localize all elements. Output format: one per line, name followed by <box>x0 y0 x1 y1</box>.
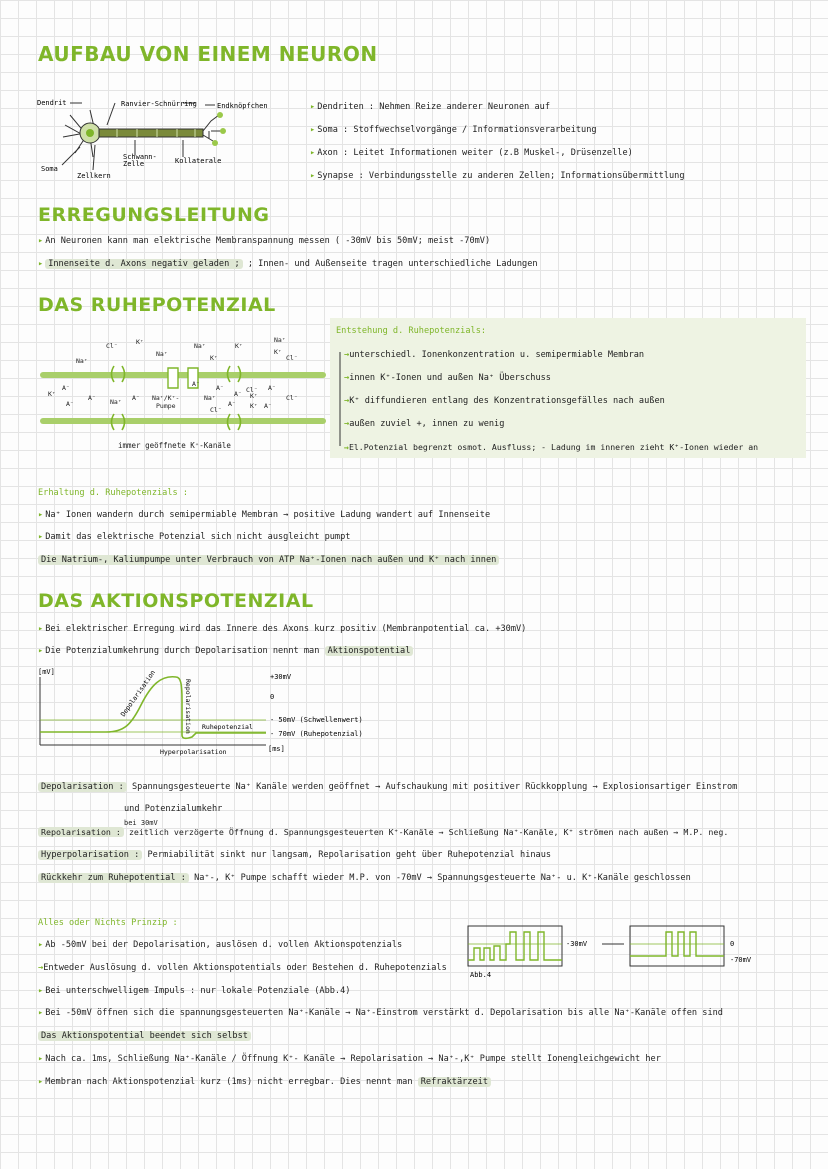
ion-in-8: A⁻ <box>192 380 200 388</box>
neuron-item-2: ▸ Soma : Stoffwechselvorgänge / Informationsverarbeitung <box>310 125 597 135</box>
neuron-item-1: ▸ Dendriten : Nehmen Reize anderer Neuronen auf <box>310 102 551 112</box>
phase-hyperpolarisation: Hyperpolarisation : Permiabilität sinkt nur langsam, Repolarisation geht über Ruhepotenzial hinaus <box>38 850 551 861</box>
abb4-figure <box>466 922 766 982</box>
ion-out-9: Cl⁻ <box>286 354 298 362</box>
ion-out-8: Na⁺ <box>274 336 286 344</box>
ion-in-2: A⁻ <box>62 384 70 392</box>
entstehung-title: Entstehung d. Ruhepotenzials: <box>336 326 487 336</box>
aon-line-7: ▸ Membran nach Aktionspotenzial kurz (1ms) nicht erregbar. Dies nennt man Refraktärzeit <box>38 1077 491 1088</box>
chart-phase-hyperpolarisation: Hyperpolarisation <box>160 748 227 756</box>
chart-phase-repolarisation: Repolarisation <box>184 679 192 734</box>
ion-in-6: A⁻ <box>132 394 140 402</box>
aktion-line-1: ▸ Bei elektrischer Erregung wird das Innere des Axons kurz positiv (Membranpotential ca. +30mV) <box>38 624 527 634</box>
label-kollaterale: Kollaterale <box>175 157 222 165</box>
ion-out-7: K⁺ <box>235 342 243 350</box>
chart-ytick-3: - 50mV (Schwellenwert) <box>270 716 363 724</box>
phase-repolarisation-pre: bei 30mV <box>124 819 158 827</box>
title-erregungsleitung: ERREGUNGSLEITUNG <box>38 204 270 226</box>
ion-in-3: A⁻ <box>66 400 74 408</box>
pump-label-2: Pumpe <box>156 402 176 410</box>
abb4-m70: -70mV <box>730 956 752 964</box>
ion-in-9: A⁻ <box>216 384 224 392</box>
aon-line-5: Das Aktionspotential beendet sich selbst <box>38 1031 251 1042</box>
entstehung-item-4: →außen zuviel +, innen zu wenig <box>344 419 505 429</box>
erhaltung-item-1: ▸ Na⁺ Ionen wandern durch semipermiable Membran → positive Ladung wandert auf Innenseite <box>38 510 491 520</box>
phase-repolarisation: Repolarisation : zeitlich verzögerte Öffnung d. Spannungsgesteuerten K⁺-Kanäle → Schließung Na⁺-Kanäle, K⁺ strömen nach außen → M.P. neg. <box>38 827 728 838</box>
ion-in-12: K⁺ <box>250 402 258 410</box>
ion-in-1: K⁺ <box>48 390 56 398</box>
chart-ytick-1: +30mV <box>270 673 292 681</box>
aktionspotential-chart <box>36 665 416 760</box>
phase-rueckkehr: Rückkehr zum Ruhepotential : Na⁺-, K⁺ Pumpe schafft wieder M.P. von -70mV → Spannungsgesteuerte Na⁺- u. K⁺-Kanäle geschlossen <box>38 873 691 884</box>
erhaltung-item-2: ▸ Damit das elektrische Potenzial sich nicht ausgleicht pumpt <box>38 532 351 542</box>
ion-in-13: A⁻ <box>234 390 242 398</box>
chart-ylabel: [mV] <box>38 668 55 676</box>
kanaele-caption: immer geöffnete K⁺-Kanäle <box>118 441 231 450</box>
ion-out-5: K⁺ <box>210 354 218 362</box>
aon-line-1: ▸ Ab -50mV bei der Depolarisation, auslösen d. vollen Aktionspotenzials <box>38 940 403 950</box>
entstehung-item-3: →K⁺ diffundieren entlang des Konzentrationsgefälles nach außen <box>344 396 665 406</box>
ion-in-11: A⁻ <box>228 400 236 408</box>
label-schwann-1: Schwann- <box>123 153 157 161</box>
erhaltung-title: Erhaltung d. Ruhepotenzials : <box>38 488 189 498</box>
phase-depolarisation: Depolarisation : Spannungsgesteuerte Na⁺ Kanäle werden geöffnet → Aufschaukung mit positiver Rückkopplung → Explosionsartiger Einstrom <box>38 782 737 793</box>
ion-out-1: Cl⁻ <box>106 342 118 350</box>
ion-in-15: K⁺ <box>250 392 258 400</box>
title-aufbau: AUFBAU VON EINEM NEURON <box>38 42 378 66</box>
neuron-item-4: ▸ Synapse : Verbindungsstelle zu anderen Zellen; Informationsübermittlung <box>310 171 685 181</box>
abb4-caption: Abb.4 <box>470 971 492 979</box>
label-ranvier: Ranvier-Schnürring <box>121 100 197 108</box>
ion-out-10: K⁺ <box>274 348 282 356</box>
ion-out-6: Na⁺ <box>194 342 206 350</box>
aon-line-6: ▸ Nach ca. 1ms, Schließung Na⁺-Kanäle / Öffnung K⁺- Kanäle → Repolarisation → Na⁺-,K⁺ Pumpe stellt Ionengleichgewicht her <box>38 1054 661 1064</box>
label-zellkern: Zellkern <box>77 172 111 180</box>
ion-in-17: Cl⁻ <box>286 394 298 402</box>
chart-xlabel: [ms] <box>268 745 285 753</box>
entstehung-item-1: →unterschiedl. Ionenkonzentration u. semipermiable Membran <box>344 350 645 360</box>
ion-out-3: Na⁺ <box>76 357 88 365</box>
chart-phase-depolarisation: Depolarisation <box>119 668 158 719</box>
label-schwann-2: Zelle <box>123 160 145 168</box>
ion-in-5: Na⁺ <box>110 398 122 406</box>
label-dendrit: Dendrit <box>37 99 67 107</box>
neuron-item-3: ▸ Axon : Leitet Informationen weiter (z.B Muskel-, Drüsenzelle) <box>310 148 633 158</box>
abb4-m30: -30mV <box>566 940 588 948</box>
ion-in-14: Cl⁻ <box>246 386 258 394</box>
ion-out-4: Na⁺ <box>156 350 168 358</box>
label-soma: Soma <box>41 165 58 173</box>
alles-oder-nichts-title: Alles oder Nichts Prinzip : <box>38 918 178 928</box>
chart-ytick-4: - 70mV (Ruhepotenzial) <box>270 730 363 738</box>
ion-in-16: A⁻ <box>264 402 272 410</box>
entstehung-box <box>330 318 806 458</box>
chart-ytick-2: 0 <box>270 693 275 701</box>
ion-in-10: Cl⁻ <box>210 406 222 414</box>
erregung-line-2: ▸ Innenseite d. Axons negativ geladen ; ; Innen- und Außenseite tragen unterschiedliche Ladungen <box>38 259 538 269</box>
aon-line-4: ▸ Bei -50mV öffnen sich die spannungsgesteuerten Na⁺-Kanäle → Na⁺-Einstrom verstärkt d. Depolarisation bis alle Na⁺-Kanäle offen sind <box>38 1008 723 1018</box>
label-endknoepfchen: Endknöpfchen <box>217 102 268 110</box>
erregung-line-1: ▸ An Neuronen kann man elektrische Membranspannung messen ( -30mV bis 50mV; meist -70mV) <box>38 236 491 246</box>
phase-depolarisation-cont: und Potenzialumkehr <box>124 804 223 814</box>
pump-label-1: Na⁺/K⁺- <box>152 394 180 402</box>
entstehung-item-5: →El.Potenzial begrenzt osmot. Ausfluss; - Ladung im inneren zieht K⁺-Ionen wieder an <box>344 442 759 452</box>
erhaltung-item-3: Die Natrium-, Kaliumpumpe unter Verbrauch von ATP Na⁺-Ionen nach außen und K⁺ nach innen <box>38 555 499 566</box>
aon-line-3: ▸ Bei unterschwelligem Impuls : nur lokale Potenziale (Abb.4) <box>38 986 351 996</box>
membrane-diagram <box>38 330 328 460</box>
entstehung-item-2: →innen K⁺-Ionen und außen Na⁺ Überschuss <box>344 373 551 383</box>
aktion-line-2: ▸ Die Potenzialumkehrung durch Depolarisation nennt man Aktionspotential <box>38 646 413 657</box>
abb4-zero: 0 <box>730 940 735 948</box>
ion-out-2: K⁺ <box>136 338 144 346</box>
aon-line-2: →Entweder Auslösung d. vollen Aktionspotentials oder Bestehen d. Ruhepotenzials <box>38 963 447 973</box>
neuron-diagram <box>35 95 305 185</box>
chart-phase-ruhepotenzial: Ruhepotenzial <box>202 723 253 731</box>
ion-in-4: A⁻ <box>88 394 96 402</box>
title-ruhepotenzial: DAS RUHEPOTENZIAL <box>38 294 276 316</box>
title-aktionspotenzial: DAS AKTIONSPOTENZIAL <box>38 590 314 612</box>
ion-in-18: A⁻ <box>268 384 276 392</box>
ion-in-7: Na⁺ <box>204 394 216 402</box>
